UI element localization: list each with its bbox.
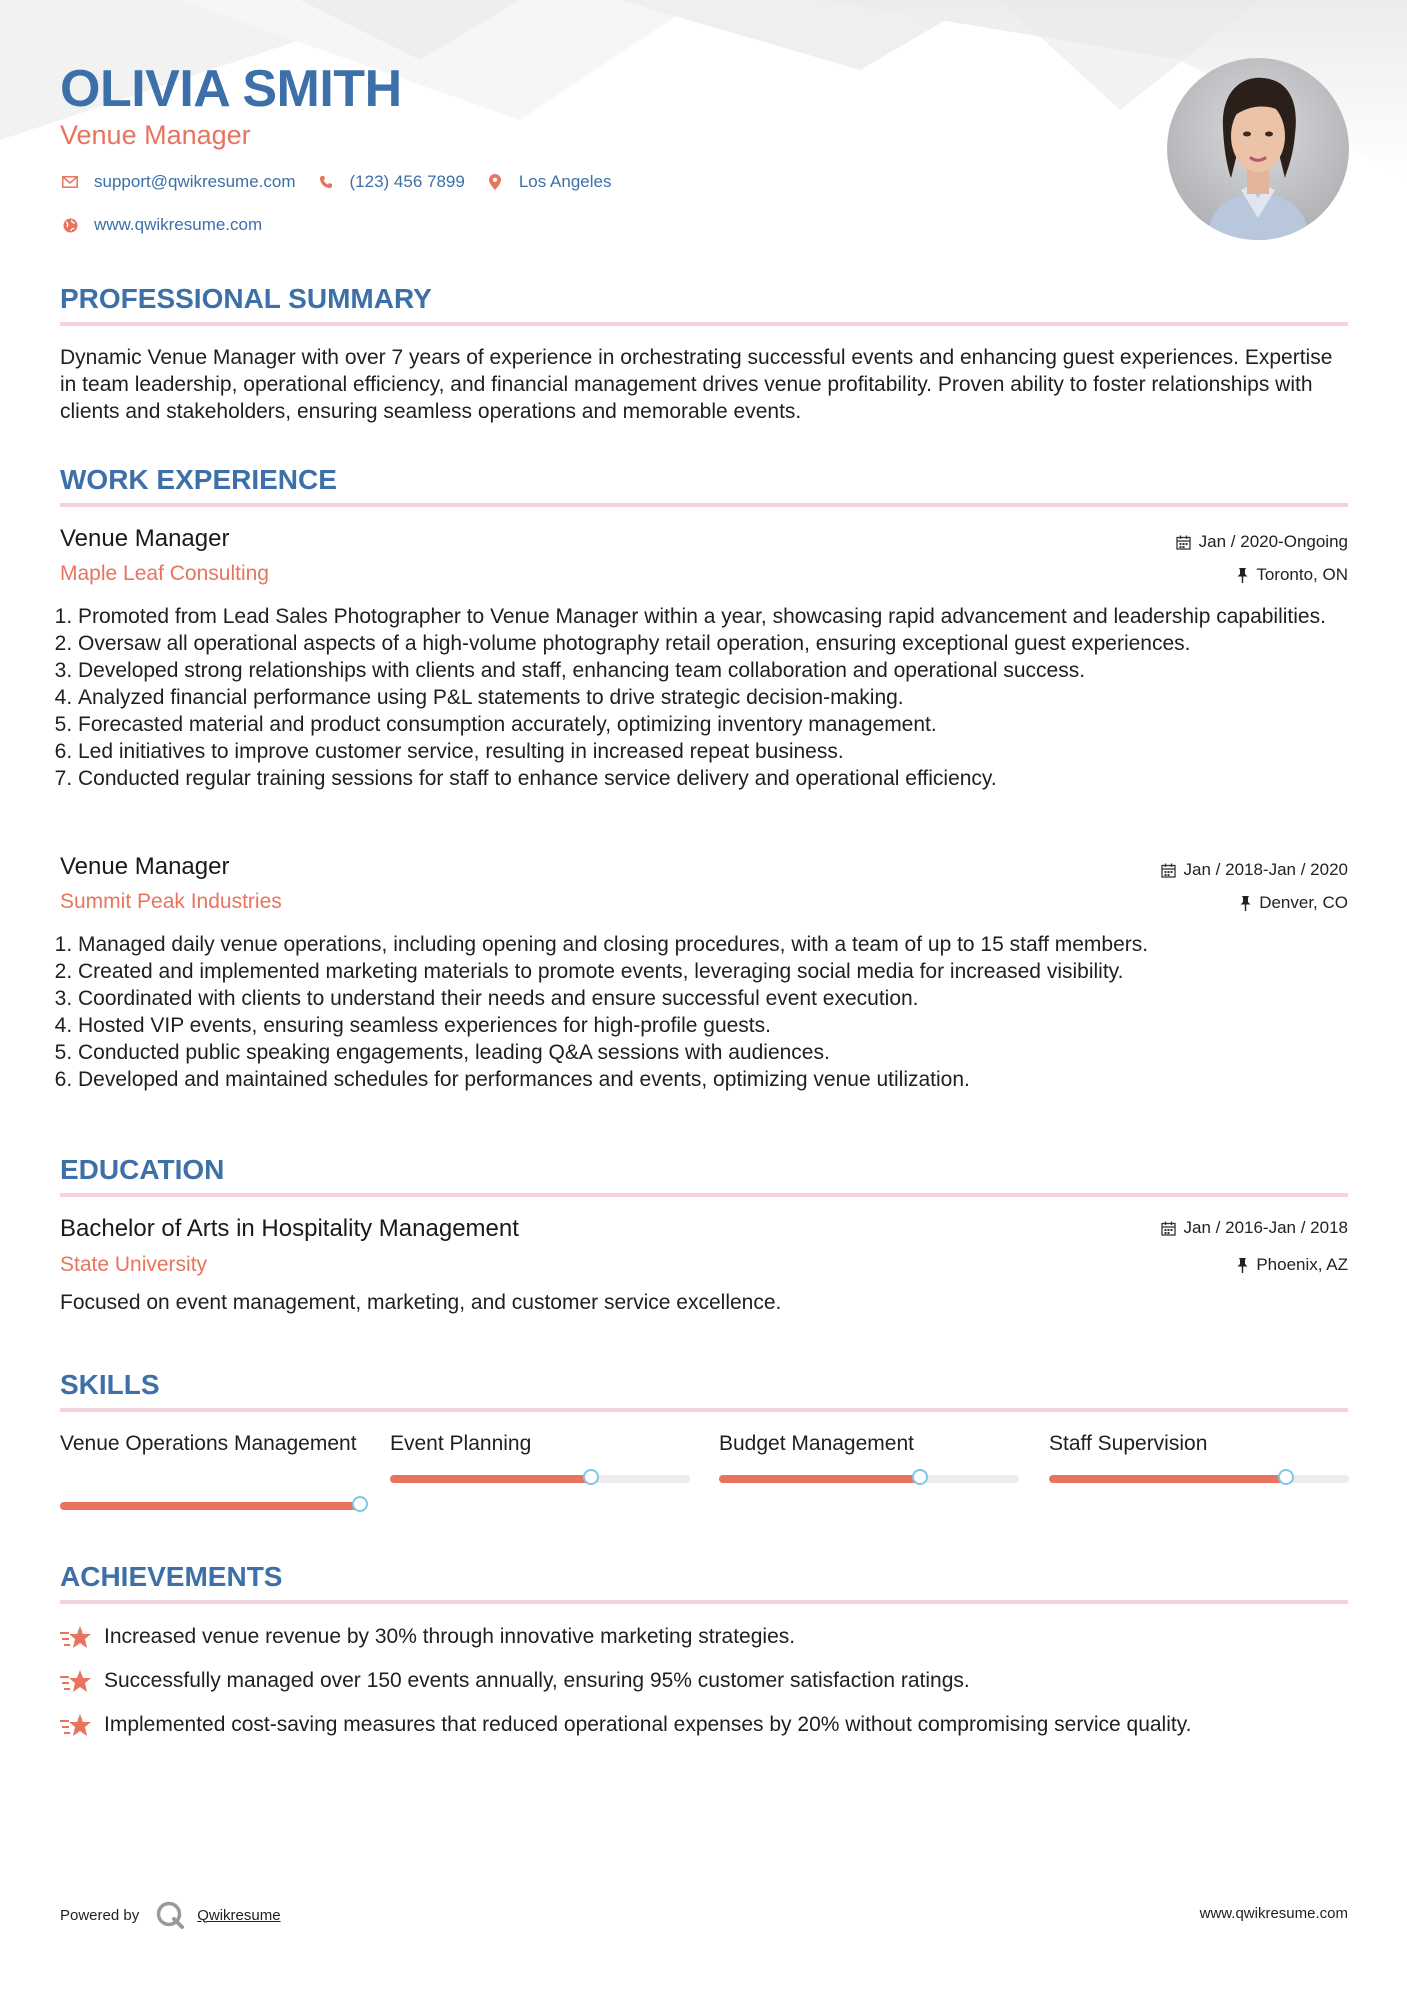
education-heading: EDUCATION [60,1154,225,1185]
contact-email[interactable] [60,172,296,192]
list-item: 4. Hosted VIP events, ensuring seamless experiences for high-profile guests. [78,1012,1366,1039]
skill-item [60,1430,360,1457]
job-2-dates-text: Jan / 2018-Jan / 2020 [1183,860,1348,879]
skill-level-knob [583,1469,599,1485]
achievement-text: Increased venue revenue by 30% through innovative marketing strategies. [104,1625,796,1648]
education-dates [1161,1217,1348,1239]
contact-row-primary [60,172,631,192]
skill-label: Budget Management [719,1432,914,1455]
skills-heading: SKILLS [60,1369,160,1400]
list-item: 1. Promoted from Lead Sales Photographer to Venue Manager within a year, showcasing rapid advancement and leadership capabilities. [78,603,1366,630]
job-1-bullets [60,603,1366,792]
job-2-company: Summit Peak Industries [60,890,282,913]
skill-level-bar [1049,1475,1349,1483]
website-text[interactable]: www.qwikresume.com [94,215,263,234]
skill-level-bar [60,1502,360,1510]
location-text: Los Angeles [518,172,612,191]
skill-level-fill [60,1502,360,1510]
job-2-title: Venue Manager [60,853,230,880]
achievements-divider [60,1600,1348,1604]
job-1-dates [1176,531,1348,553]
education-divider [60,1193,1348,1197]
achievement-text: Successfully managed over 150 events annually, ensuring 95% customer satisfaction ratings. [104,1669,970,1692]
education-location-text: Phoenix, AZ [1256,1255,1348,1274]
list-item: 7. Conducted regular training sessions for staff to enhance service delivery and operational efficiency. [78,765,1366,792]
school-name: State University [60,1253,208,1276]
pushpin-icon [1237,568,1248,583]
contact-website[interactable] [60,215,262,235]
email-text[interactable]: support@qwikresume.com [94,172,296,191]
pushpin-icon [1240,896,1251,911]
powered-by-label: Powered by [60,1906,140,1924]
education-location [1237,1254,1348,1276]
summary-text: Dynamic Venue Manager with over 7 years of experience in orchestrating successful events and enhancing guest experiences. Expertise in team leadership, operational efficiency, and financial management drives venue profitability. Proven ability to foster relationships with clients and stakeholders, ensuring seamless operations and memorable events. [60,346,1333,423]
calendar-icon [1161,863,1176,878]
job-2-dates [1161,859,1348,881]
job-1-title: Venue Manager [60,525,230,552]
qwikresume-link[interactable]: Qwikresume [197,1906,281,1924]
skill-level-fill [390,1475,591,1483]
achievement-item [60,1667,970,1695]
education-description: Focused on event management, marketing, and customer service excellence. [60,1291,782,1314]
list-item: 6. Developed and maintained schedules for performances and events, optimizing venue utilization. [78,1066,1366,1093]
list-item: 2. Created and implemented marketing materials to promote events, leveraging social media for increased visibility. [78,958,1366,985]
skill-level-fill [1049,1475,1286,1483]
contact-row-secondary [60,215,282,235]
skill-item [1049,1430,1349,1457]
candidate-role: Venue Manager [60,120,251,150]
footer-powered-by [60,1900,281,1930]
skill-level-fill [719,1475,920,1483]
experience-divider [60,503,1348,507]
skill-level-knob [1278,1469,1294,1485]
degree-title: Bachelor of Arts in Hospitality Management [60,1215,519,1242]
job-1-location-text: Toronto, ON [1256,565,1348,584]
skill-level-knob [352,1496,368,1512]
profile-photo [1167,58,1349,240]
achievement-item [60,1711,1192,1739]
list-item: 3. Developed strong relationships with clients and staff, enhancing team collaboration and operational success. [78,657,1366,684]
list-item: 1. Managed daily venue operations, including opening and closing procedures, with a team of up to 15 staff members. [78,931,1366,958]
skill-label: Event Planning [390,1432,532,1455]
globe-icon [60,215,80,235]
skill-item [719,1430,1019,1457]
achievements-heading: ACHIEVEMENTS [60,1561,283,1592]
list-item: 2. Oversaw all operational aspects of a high-volume photography retail operation, ensuring exceptional guest experiences. [78,630,1366,657]
list-item: 3. Coordinated with clients to understand their needs and ensure successful event execution. [78,985,1366,1012]
contact-phone[interactable] [316,172,465,192]
skill-level-knob [912,1469,928,1485]
footer-url[interactable]: www.qwikresume.com [1199,1905,1348,1922]
list-item: 4. Analyzed financial performance using P&L statements to drive strategic decision-making. [78,684,1366,711]
calendar-icon [1176,535,1191,550]
job-1-company: Maple Leaf Consulting [60,562,269,585]
achievement-item [60,1623,795,1651]
star-icon [60,1667,92,1695]
skill-item [390,1430,690,1457]
calendar-icon [1161,1221,1176,1236]
location-pin-icon [485,172,505,192]
job-2-bullets [60,931,1366,1093]
skill-label: Venue Operations Management [60,1432,357,1455]
list-item: 5. Forecasted material and product consumption accurately, optimizing inventory management. [78,711,1366,738]
star-icon [60,1623,92,1651]
job-1-dates-text: Jan / 2020-Ongoing [1198,532,1348,551]
skills-divider [60,1408,1348,1412]
list-item: 5. Conducted public speaking engagements, leading Q&A sessions with audiences. [78,1039,1366,1066]
summary-heading: PROFESSIONAL SUMMARY [60,283,432,314]
summary-divider [60,322,1348,326]
skill-level-bar [719,1475,1019,1483]
envelope-icon [60,172,80,192]
job-2-location-text: Denver, CO [1259,893,1348,912]
list-item: 6. Led initiatives to improve customer service, resulting in increased repeat business. [78,738,1366,765]
education-dates-text: Jan / 2016-Jan / 2018 [1183,1218,1348,1237]
skill-level-bar [390,1475,690,1483]
job-1-location [1237,564,1348,586]
star-icon [60,1711,92,1739]
skill-label: Staff Supervision [1049,1432,1208,1455]
candidate-name: OLIVIA SMITH [60,60,402,118]
pushpin-icon [1237,1258,1248,1273]
job-2-location [1240,892,1348,914]
achievement-text: Implemented cost-saving measures that reduced operational expenses by 20% without compromising service quality. [104,1713,1192,1736]
qwikresume-logo-icon [155,1900,185,1930]
contact-location [485,172,612,192]
phone-icon [316,172,336,192]
phone-text[interactable]: (123) 456 7899 [349,172,465,191]
experience-heading: WORK EXPERIENCE [60,464,337,495]
